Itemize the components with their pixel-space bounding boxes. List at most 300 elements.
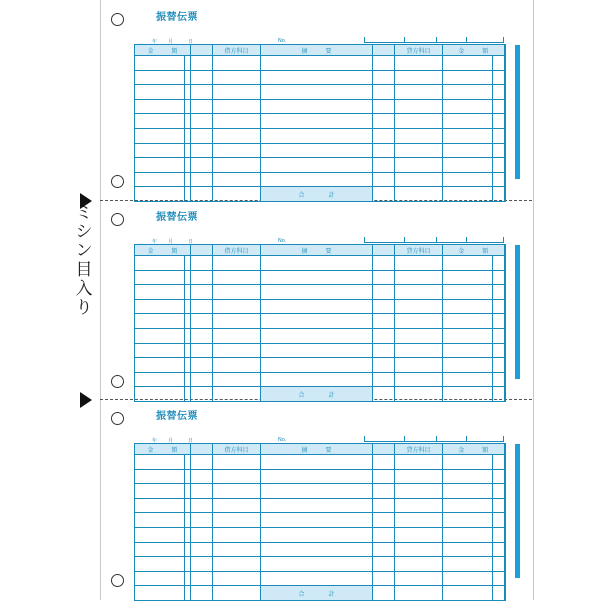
- debit-amount-cell[interactable]: [135, 469, 185, 484]
- debit-account-cell[interactable]: [213, 172, 261, 187]
- column-credit-account: 貸方科目: [395, 45, 443, 56]
- table-row: [135, 70, 505, 85]
- debit-amount-cell[interactable]: [135, 270, 185, 285]
- debit-flag-cell[interactable]: [191, 299, 213, 314]
- credit-flag-cell[interactable]: [373, 128, 395, 143]
- table-row: [135, 128, 505, 143]
- credit-flag-cell[interactable]: [373, 469, 395, 484]
- debit-flag-cell[interactable]: [191, 455, 213, 470]
- debit-account-cell[interactable]: [213, 484, 261, 499]
- summary-cell[interactable]: [261, 85, 373, 100]
- debit-flag-cell[interactable]: [191, 256, 213, 271]
- perforation-arrow-icon: [80, 392, 92, 408]
- debit-amount-cell[interactable]: [135, 285, 185, 300]
- credit-amount-cell[interactable]: [493, 343, 505, 358]
- debit-account-cell[interactable]: [213, 498, 261, 513]
- credit-amount-cell[interactable]: [443, 484, 493, 499]
- credit-amount-cell[interactable]: [493, 358, 505, 373]
- credit-amount-cell[interactable]: [443, 557, 493, 572]
- debit-total-cell[interactable]: [135, 586, 185, 601]
- credit-amount-cell[interactable]: [493, 513, 505, 528]
- debit-account-cell[interactable]: [213, 314, 261, 329]
- debit-account-cell[interactable]: [213, 270, 261, 285]
- debit-amount-cell[interactable]: [135, 172, 185, 187]
- stamp-box[interactable]: [404, 436, 437, 442]
- table-row: [135, 527, 505, 542]
- debit-account-cell[interactable]: [213, 299, 261, 314]
- summary-cell[interactable]: [261, 527, 373, 542]
- day-label: 日: [188, 239, 194, 245]
- debit-flag-cell[interactable]: [191, 358, 213, 373]
- debit-flag-cell[interactable]: [191, 372, 213, 387]
- credit-amount-cell[interactable]: [493, 299, 505, 314]
- column-credit-amount: 金 額: [443, 45, 505, 56]
- credit-flag-cell[interactable]: [373, 70, 395, 85]
- credit-flag-cell[interactable]: [373, 542, 395, 557]
- column-blank: [191, 45, 213, 56]
- credit-account-cell[interactable]: [395, 114, 443, 129]
- column-blank: [373, 45, 395, 56]
- credit-flag-cell[interactable]: [373, 571, 395, 586]
- perforation-label: [74, 204, 94, 318]
- table-row: [135, 484, 505, 499]
- debit-account-cell[interactable]: [213, 85, 261, 100]
- debit-flag-cell[interactable]: [191, 328, 213, 343]
- credit-amount-cell[interactable]: [493, 85, 505, 100]
- transfer-slip: [100, 200, 532, 399]
- punch-hole-icon: [111, 175, 124, 188]
- credit-account-cell[interactable]: [395, 571, 443, 586]
- credit-flag-cell[interactable]: [373, 484, 395, 499]
- table-row: [135, 571, 505, 586]
- summary-cell[interactable]: [261, 314, 373, 329]
- table-row: [135, 358, 505, 373]
- column-credit-account: 貸方科目: [395, 245, 443, 256]
- summary-cell[interactable]: [261, 285, 373, 300]
- summary-cell[interactable]: [261, 469, 373, 484]
- debit-amount-cell[interactable]: [135, 328, 185, 343]
- debit-amount-cell[interactable]: [135, 158, 185, 173]
- stamp-box[interactable]: [404, 37, 437, 43]
- credit-amount-cell[interactable]: [493, 56, 505, 71]
- debit-amount-cell[interactable]: [135, 513, 185, 528]
- credit-account-cell[interactable]: [395, 56, 443, 71]
- stamp-box[interactable]: [436, 237, 467, 243]
- summary-cell[interactable]: [261, 270, 373, 285]
- credit-amount-cell[interactable]: [443, 299, 493, 314]
- debit-amount-cell[interactable]: [135, 128, 185, 143]
- debit-flag-cell[interactable]: [191, 85, 213, 100]
- credit-account-cell[interactable]: [395, 314, 443, 329]
- credit-amount-cell[interactable]: [493, 328, 505, 343]
- debit-flag-cell[interactable]: [191, 343, 213, 358]
- table-row: [135, 172, 505, 187]
- total-label: 合 計: [261, 586, 373, 601]
- punch-hole-icon: [111, 412, 124, 425]
- table-header: [135, 245, 505, 256]
- credit-flag-cell[interactable]: [373, 143, 395, 158]
- stamp-box[interactable]: [466, 37, 504, 43]
- credit-amount-cell[interactable]: [493, 455, 505, 470]
- credit-flag-cell[interactable]: [373, 557, 395, 572]
- credit-flag-cell[interactable]: [373, 99, 395, 114]
- credit-amount-cell[interactable]: [443, 285, 493, 300]
- credit-amount-cell[interactable]: [443, 372, 493, 387]
- credit-account-cell[interactable]: [395, 70, 443, 85]
- credit-amount-cell[interactable]: [493, 114, 505, 129]
- credit-amount-cell[interactable]: [443, 56, 493, 71]
- summary-cell[interactable]: [261, 557, 373, 572]
- table-row: [135, 256, 505, 271]
- credit-amount-cell[interactable]: [443, 70, 493, 85]
- debit-flag-cell[interactable]: [191, 542, 213, 557]
- debit-amount-cell[interactable]: [135, 498, 185, 513]
- table-row: [135, 158, 505, 173]
- credit-account-cell[interactable]: [395, 372, 443, 387]
- debit-account-cell[interactable]: [213, 542, 261, 557]
- credit-amount-cell[interactable]: [493, 285, 505, 300]
- column-debit-amount: 金 額: [135, 245, 191, 256]
- credit-flag-cell[interactable]: [373, 513, 395, 528]
- credit-flag-cell[interactable]: [373, 358, 395, 373]
- debit-amount-cell[interactable]: [135, 70, 185, 85]
- journal-table: [134, 443, 506, 601]
- debit-account-cell[interactable]: [213, 128, 261, 143]
- credit-amount-cell[interactable]: [493, 527, 505, 542]
- summary-cell[interactable]: [261, 256, 373, 271]
- stamp-box[interactable]: [364, 436, 405, 442]
- summary-cell[interactable]: [261, 114, 373, 129]
- credit-total-cell[interactable]: [443, 586, 493, 601]
- debit-flag-cell[interactable]: [191, 557, 213, 572]
- column-debit-account: 借方科目: [213, 444, 261, 455]
- debit-amount-cell[interactable]: [135, 99, 185, 114]
- credit-amount-cell[interactable]: [443, 469, 493, 484]
- credit-amount-cell[interactable]: [443, 513, 493, 528]
- debit-amount-cell[interactable]: [135, 85, 185, 100]
- credit-amount-cell[interactable]: [493, 372, 505, 387]
- day-label: 日: [188, 438, 194, 444]
- table-row: [135, 85, 505, 100]
- debit-amount-cell[interactable]: [135, 372, 185, 387]
- credit-amount-cell[interactable]: [443, 358, 493, 373]
- column-credit-account: 貸方科目: [395, 444, 443, 455]
- credit-account-cell[interactable]: [395, 99, 443, 114]
- debit-account-cell[interactable]: [213, 99, 261, 114]
- credit-amount-cell[interactable]: [443, 328, 493, 343]
- credit-flag-cell[interactable]: [373, 328, 395, 343]
- column-debit-account: 借方科目: [213, 245, 261, 256]
- credit-amount-cell[interactable]: [493, 128, 505, 143]
- year-label: 年: [152, 39, 158, 45]
- debit-flag-cell[interactable]: [191, 527, 213, 542]
- credit-amount-cell[interactable]: [443, 542, 493, 557]
- summary-cell[interactable]: [261, 158, 373, 173]
- credit-account-cell[interactable]: [395, 542, 443, 557]
- debit-flag-cell[interactable]: [191, 56, 213, 71]
- column-credit-amount: 金 額: [443, 444, 505, 455]
- column-blank: [191, 245, 213, 256]
- table-header: [135, 444, 505, 455]
- number-label: No.: [278, 437, 287, 443]
- column-credit-amount: 金 額: [443, 245, 505, 256]
- stamp-box[interactable]: [364, 237, 405, 243]
- credit-amount-cell[interactable]: [443, 455, 493, 470]
- credit-amount-cell[interactable]: [443, 571, 493, 586]
- debit-account-cell[interactable]: [213, 358, 261, 373]
- debit-account-cell[interactable]: [213, 256, 261, 271]
- column-blank: [373, 245, 395, 256]
- credit-amount-cell[interactable]: [443, 158, 493, 173]
- credit-account-cell[interactable]: [395, 143, 443, 158]
- credit-amount-cell[interactable]: [443, 343, 493, 358]
- side-stripe: [515, 444, 520, 578]
- debit-flag-cell[interactable]: [191, 484, 213, 499]
- debit-amount-cell[interactable]: [135, 343, 185, 358]
- credit-flag-cell[interactable]: [373, 527, 395, 542]
- credit-account-cell[interactable]: [395, 299, 443, 314]
- debit-account-cell[interactable]: [213, 143, 261, 158]
- credit-amount-cell[interactable]: [493, 256, 505, 271]
- summary-cell[interactable]: [261, 343, 373, 358]
- credit-account-cell[interactable]: [395, 270, 443, 285]
- slip-title: 振替伝票: [156, 12, 198, 23]
- table-row: [135, 270, 505, 285]
- credit-amount-cell[interactable]: [493, 484, 505, 499]
- credit-amount-cell[interactable]: [443, 172, 493, 187]
- debit-flag-cell[interactable]: [191, 498, 213, 513]
- debit-account-cell[interactable]: [213, 469, 261, 484]
- credit-amount-cell[interactable]: [493, 172, 505, 187]
- credit-amount-cell[interactable]: [443, 128, 493, 143]
- credit-amount-cell[interactable]: [443, 498, 493, 513]
- debit-flag-cell[interactable]: [191, 285, 213, 300]
- credit-account-cell[interactable]: [395, 484, 443, 499]
- side-stripe: [515, 245, 520, 379]
- debit-flag-cell[interactable]: [191, 270, 213, 285]
- credit-account-cell[interactable]: [395, 557, 443, 572]
- debit-account-cell[interactable]: [213, 343, 261, 358]
- column-debit-amount: 金 額: [135, 45, 191, 56]
- column-summary: 摘 要: [261, 245, 373, 256]
- punch-hole-icon: [111, 13, 124, 26]
- number-label: No.: [278, 38, 287, 44]
- debit-flag-cell[interactable]: [191, 114, 213, 129]
- credit-amount-cell[interactable]: [493, 469, 505, 484]
- credit-amount-cell[interactable]: [493, 571, 505, 586]
- debit-account-cell[interactable]: [213, 328, 261, 343]
- debit-flag-cell[interactable]: [191, 571, 213, 586]
- credit-amount-cell[interactable]: [493, 99, 505, 114]
- debit-flag-cell[interactable]: [191, 70, 213, 85]
- summary-cell[interactable]: [261, 571, 373, 586]
- total-row: [135, 586, 505, 601]
- credit-amount-cell[interactable]: [493, 143, 505, 158]
- perforation-arrow-icon: [80, 193, 92, 209]
- debit-amount-cell[interactable]: [135, 571, 185, 586]
- column-debit-account: 借方科目: [213, 45, 261, 56]
- debit-account-cell[interactable]: [213, 56, 261, 71]
- table-row: [135, 314, 505, 329]
- table-row: [135, 372, 505, 387]
- debit-flag-cell[interactable]: [191, 469, 213, 484]
- credit-amount-cell[interactable]: [443, 143, 493, 158]
- credit-account-cell[interactable]: [395, 358, 443, 373]
- debit-account-cell[interactable]: [213, 527, 261, 542]
- debit-flag-cell[interactable]: [191, 158, 213, 173]
- credit-account-cell[interactable]: [395, 513, 443, 528]
- credit-flag-cell[interactable]: [373, 343, 395, 358]
- debit-amount-cell[interactable]: [135, 527, 185, 542]
- debit-flag-cell[interactable]: [191, 143, 213, 158]
- credit-account-cell[interactable]: [395, 498, 443, 513]
- credit-flag-cell[interactable]: [373, 256, 395, 271]
- credit-amount-cell[interactable]: [493, 498, 505, 513]
- credit-amount-cell[interactable]: [443, 256, 493, 271]
- debit-account-cell[interactable]: [213, 158, 261, 173]
- debit-flag-cell[interactable]: [191, 172, 213, 187]
- table-row: [135, 557, 505, 572]
- journal-table: [134, 244, 506, 402]
- credit-amount-cell[interactable]: [493, 314, 505, 329]
- stamp-box[interactable]: [436, 436, 467, 442]
- credit-flag-cell[interactable]: [373, 158, 395, 173]
- number-label: No.: [278, 238, 287, 244]
- debit-account-cell[interactable]: [213, 571, 261, 586]
- credit-flag-cell[interactable]: [373, 372, 395, 387]
- credit-flag-cell[interactable]: [373, 498, 395, 513]
- debit-amount-cell[interactable]: [135, 56, 185, 71]
- credit-account-cell[interactable]: [395, 285, 443, 300]
- stamp-box[interactable]: [404, 237, 437, 243]
- summary-cell[interactable]: [261, 542, 373, 557]
- summary-cell[interactable]: [261, 455, 373, 470]
- debit-account-cell[interactable]: [213, 455, 261, 470]
- blank-cell: [191, 586, 213, 601]
- debit-amount-cell[interactable]: [135, 256, 185, 271]
- debit-amount-cell[interactable]: [135, 455, 185, 470]
- credit-amount-cell[interactable]: [493, 70, 505, 85]
- credit-account-cell[interactable]: [395, 328, 443, 343]
- credit-amount-cell[interactable]: [443, 314, 493, 329]
- credit-amount-cell[interactable]: [443, 99, 493, 114]
- debit-account-cell[interactable]: [213, 372, 261, 387]
- summary-cell[interactable]: [261, 143, 373, 158]
- debit-account-cell[interactable]: [213, 70, 261, 85]
- punch-hole-icon: [111, 213, 124, 226]
- stamp-box[interactable]: [364, 37, 405, 43]
- summary-cell[interactable]: [261, 372, 373, 387]
- table-row: [135, 328, 505, 343]
- table-row: [135, 99, 505, 114]
- debit-amount-cell[interactable]: [135, 143, 185, 158]
- credit-amount-cell[interactable]: [493, 158, 505, 173]
- summary-cell[interactable]: [261, 358, 373, 373]
- table-row: [135, 542, 505, 557]
- credit-amount-cell[interactable]: [443, 85, 493, 100]
- credit-flag-cell[interactable]: [373, 314, 395, 329]
- debit-flag-cell[interactable]: [191, 99, 213, 114]
- summary-cell[interactable]: [261, 70, 373, 85]
- debit-amount-cell[interactable]: [135, 114, 185, 129]
- transfer-slip: [100, 399, 532, 598]
- credit-amount-cell[interactable]: [493, 270, 505, 285]
- credit-flag-cell[interactable]: [373, 270, 395, 285]
- debit-flag-cell[interactable]: [191, 314, 213, 329]
- summary-cell[interactable]: [261, 498, 373, 513]
- debit-account-cell[interactable]: [213, 513, 261, 528]
- column-debit-amount: 金 額: [135, 444, 191, 455]
- credit-flag-cell[interactable]: [373, 85, 395, 100]
- summary-cell[interactable]: [261, 172, 373, 187]
- credit-amount-cell[interactable]: [493, 557, 505, 572]
- table-row: [135, 285, 505, 300]
- debit-account-cell[interactable]: [213, 285, 261, 300]
- table-header: [135, 45, 505, 56]
- debit-flag-cell[interactable]: [191, 128, 213, 143]
- credit-account-cell[interactable]: [395, 455, 443, 470]
- credit-flag-cell[interactable]: [373, 172, 395, 187]
- credit-account-cell[interactable]: [395, 256, 443, 271]
- credit-account-cell[interactable]: [395, 85, 443, 100]
- credit-amount-cell[interactable]: [443, 114, 493, 129]
- blank-cell: [373, 586, 395, 601]
- summary-cell[interactable]: [261, 299, 373, 314]
- summary-cell[interactable]: [261, 56, 373, 71]
- credit-account-cell[interactable]: [395, 527, 443, 542]
- summary-cell[interactable]: [261, 484, 373, 499]
- credit-account-cell[interactable]: [395, 469, 443, 484]
- table-row: [135, 513, 505, 528]
- total-label: 合 計: [261, 187, 373, 202]
- credit-flag-cell[interactable]: [373, 299, 395, 314]
- stamp-box[interactable]: [466, 436, 504, 442]
- credit-total-cell[interactable]: [493, 586, 505, 601]
- summary-cell[interactable]: [261, 99, 373, 114]
- credit-account-cell[interactable]: [395, 343, 443, 358]
- table-row: [135, 343, 505, 358]
- stamp-box[interactable]: [466, 237, 504, 243]
- credit-flag-cell[interactable]: [373, 114, 395, 129]
- stamp-box[interactable]: [436, 37, 467, 43]
- summary-cell[interactable]: [261, 328, 373, 343]
- credit-amount-cell[interactable]: [443, 527, 493, 542]
- debit-account-cell[interactable]: [213, 557, 261, 572]
- credit-amount-cell[interactable]: [443, 270, 493, 285]
- debit-amount-cell[interactable]: [135, 314, 185, 329]
- credit-account-cell[interactable]: [395, 128, 443, 143]
- perforation-label-text: ミ シ ン 目 入 り: [75, 203, 93, 318]
- summary-cell[interactable]: [261, 513, 373, 528]
- credit-account-cell[interactable]: [395, 172, 443, 187]
- credit-account-cell[interactable]: [395, 158, 443, 173]
- debit-account-cell[interactable]: [213, 114, 261, 129]
- debit-flag-cell[interactable]: [191, 513, 213, 528]
- credit-amount-cell[interactable]: [493, 542, 505, 557]
- credit-flag-cell[interactable]: [373, 285, 395, 300]
- debit-amount-cell[interactable]: [135, 299, 185, 314]
- debit-amount-cell[interactable]: [135, 542, 185, 557]
- summary-cell[interactable]: [261, 128, 373, 143]
- credit-flag-cell[interactable]: [373, 56, 395, 71]
- credit-flag-cell[interactable]: [373, 455, 395, 470]
- transfer-slip: [100, 0, 532, 199]
- blank-cell: [213, 586, 261, 601]
- debit-amount-cell[interactable]: [135, 557, 185, 572]
- debit-amount-cell[interactable]: [135, 358, 185, 373]
- debit-amount-cell[interactable]: [135, 484, 185, 499]
- punch-hole-icon: [111, 375, 124, 388]
